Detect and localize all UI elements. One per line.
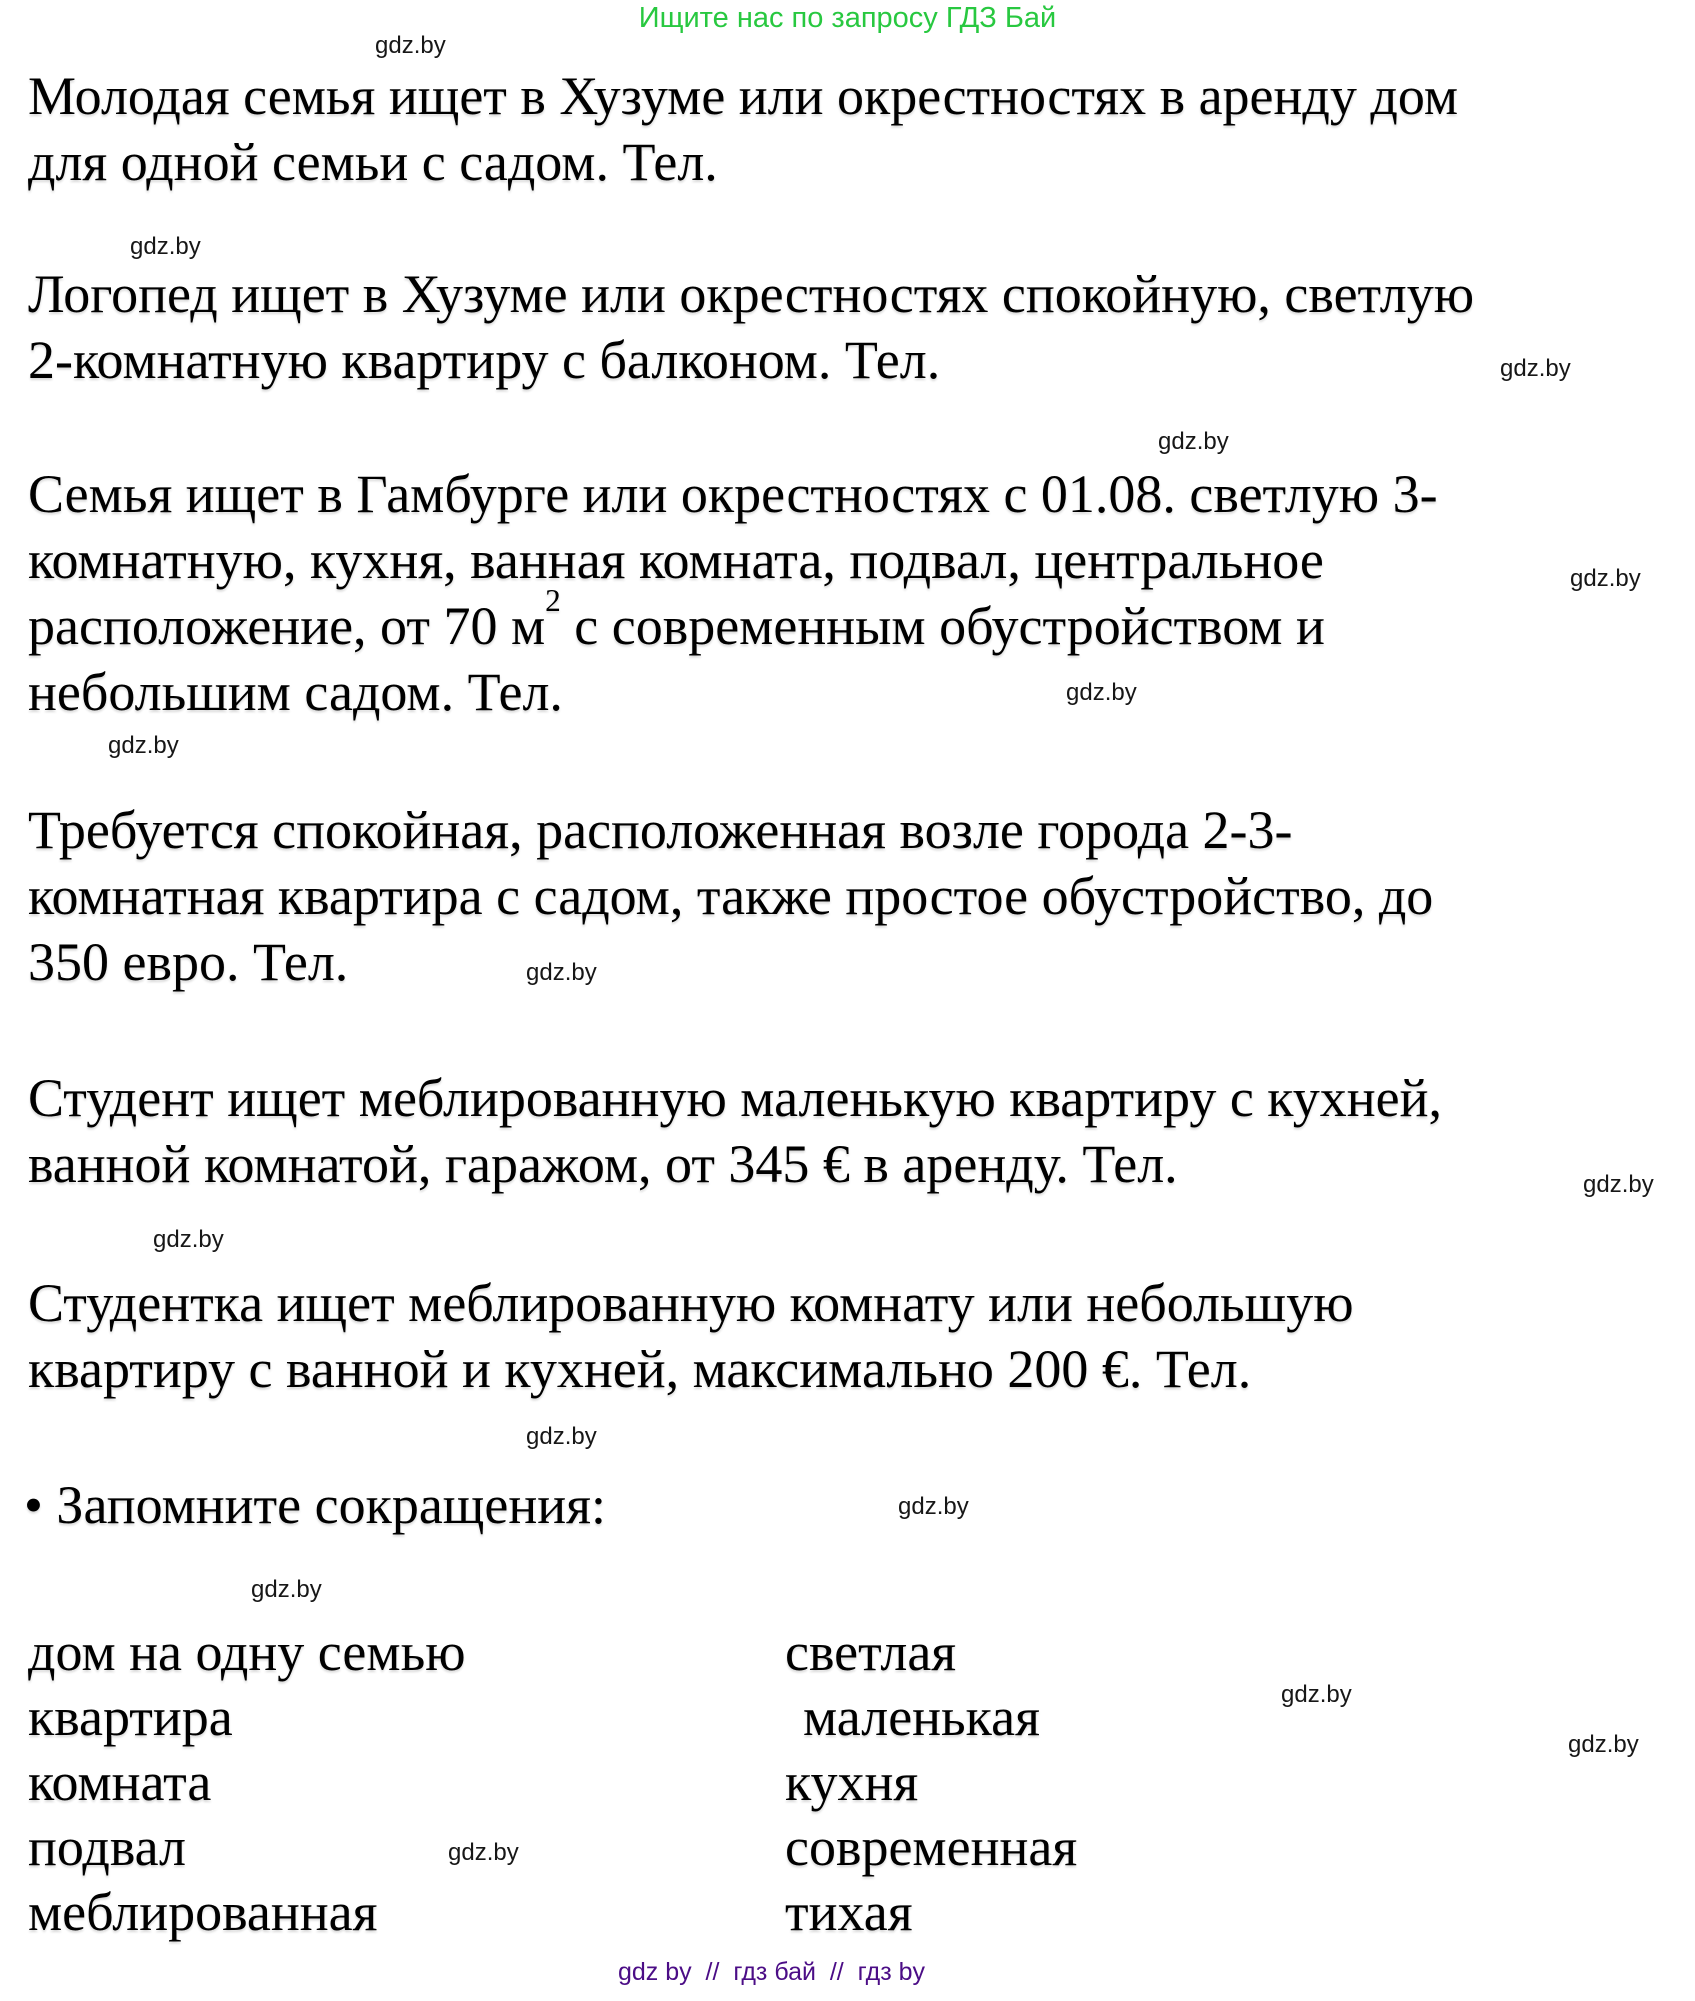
gdz-watermark: gdz.by — [1066, 679, 1137, 706]
square-meters-superscript: 2 — [545, 582, 561, 618]
abbreviation-row — [28, 1686, 1077, 1751]
abbreviations-table — [28, 1621, 1077, 1946]
ad-text-segment: расположение, от 70 м — [28, 596, 546, 656]
abbreviation-term: подвал — [28, 1817, 186, 1877]
gdz-watermark: gdz.by — [1570, 565, 1641, 592]
ad-text-line: комнатная квартира с садом, также простое обустройство, до — [28, 866, 1434, 926]
gdz-watermark: gdz.by — [1568, 1731, 1639, 1758]
abbreviation-term: тихая — [785, 1882, 913, 1942]
gdz-watermark: gdz.by — [1281, 1681, 1352, 1708]
gdz-watermark: gdz.by — [526, 959, 597, 986]
ad-paragraph-young-family — [28, 63, 1458, 195]
ad-text-line: 2-комнатную квартиру с балконом. Тел. — [28, 330, 941, 390]
abbreviation-term: меблированная — [28, 1882, 378, 1942]
abbreviation-term: кухня — [785, 1752, 919, 1812]
abbreviation-row — [28, 1881, 1077, 1946]
ad-paragraph-female-student — [28, 1270, 1354, 1402]
abbreviation-term: маленькая — [803, 1687, 1040, 1747]
abbreviation-row — [28, 1816, 1077, 1881]
ad-text-line — [28, 582, 1438, 659]
gdz-watermark: gdz.by — [526, 1423, 597, 1450]
ad-text-line: для одной семьи с садом. Тел. — [28, 132, 718, 192]
promo-banner: Ищите нас по запросу ГДЗ Бай — [638, 2, 1057, 34]
ad-text-line: Студентка ищет меблированную комнату или небольшую — [28, 1273, 1354, 1333]
ad-paragraph-quiet-apartment — [28, 797, 1433, 995]
gdz-watermark: gdz.by — [153, 1226, 224, 1253]
abbreviation-row — [28, 1751, 1077, 1816]
gdz-watermark: gdz.by — [898, 1493, 969, 1520]
ad-paragraph-student — [28, 1065, 1442, 1197]
abbreviation-term: комната — [28, 1752, 212, 1812]
gdz-watermark: gdz.by — [251, 1576, 322, 1603]
gdz-watermark: gdz.by — [130, 233, 201, 260]
abbreviation-term: современная — [785, 1817, 1078, 1877]
ad-text-line: Требуется спокойная, расположенная возле города 2-3- — [28, 800, 1293, 860]
ad-text-line: 350 евро. Тел. — [28, 932, 349, 992]
footer-watermark: gdz by // гдз бай // гдз by — [618, 1958, 926, 1986]
ad-paragraph-family-hamburg — [28, 461, 1438, 725]
ad-text-line: Студент ищет меблированную маленькую квартиру с кухней, — [28, 1068, 1443, 1128]
gdz-watermark: gdz.by — [1500, 355, 1571, 382]
ad-text-line: небольшим садом. Тел. — [28, 662, 563, 722]
abbreviations-heading: • Запомните сокращения: — [24, 1475, 606, 1535]
gdz-watermark: gdz.by — [375, 32, 446, 59]
ad-text-line: Молодая семья ищет в Хузуме или окрестностях в аренду дом — [28, 66, 1458, 126]
ad-text-line: ванной комнатой, гаражом, от 345 € в аренду. Тел. — [28, 1134, 1178, 1194]
abbreviation-term: дом на одну семью — [28, 1622, 466, 1682]
ad-text-segment: с современным обустройством и — [560, 596, 1325, 656]
ad-text-line: комнатную, кухня, ванная комната, подвал, центральное — [28, 530, 1324, 590]
abbreviation-term: квартира — [28, 1687, 233, 1747]
ad-text-line: квартиру с ванной и кухней, максимально 200 €. Тел. — [28, 1339, 1252, 1399]
gdz-watermark: gdz.by — [108, 732, 179, 759]
abbreviation-row — [28, 1621, 1077, 1686]
ad-text-line: Семья ищет в Гамбурге или окрестностях с 01.08. светлую 3- — [28, 464, 1438, 524]
gdz-watermark: gdz.by — [1583, 1171, 1654, 1198]
ad-text-line: Логопед ищет в Хузуме или окрестностях спокойную, светлую — [28, 264, 1475, 324]
gdz-watermark: gdz.by — [448, 1839, 519, 1866]
abbreviation-term: светлая — [785, 1622, 957, 1682]
ad-paragraph-speech-therapist — [28, 261, 1474, 393]
gdz-watermark: gdz.by — [1158, 428, 1229, 455]
